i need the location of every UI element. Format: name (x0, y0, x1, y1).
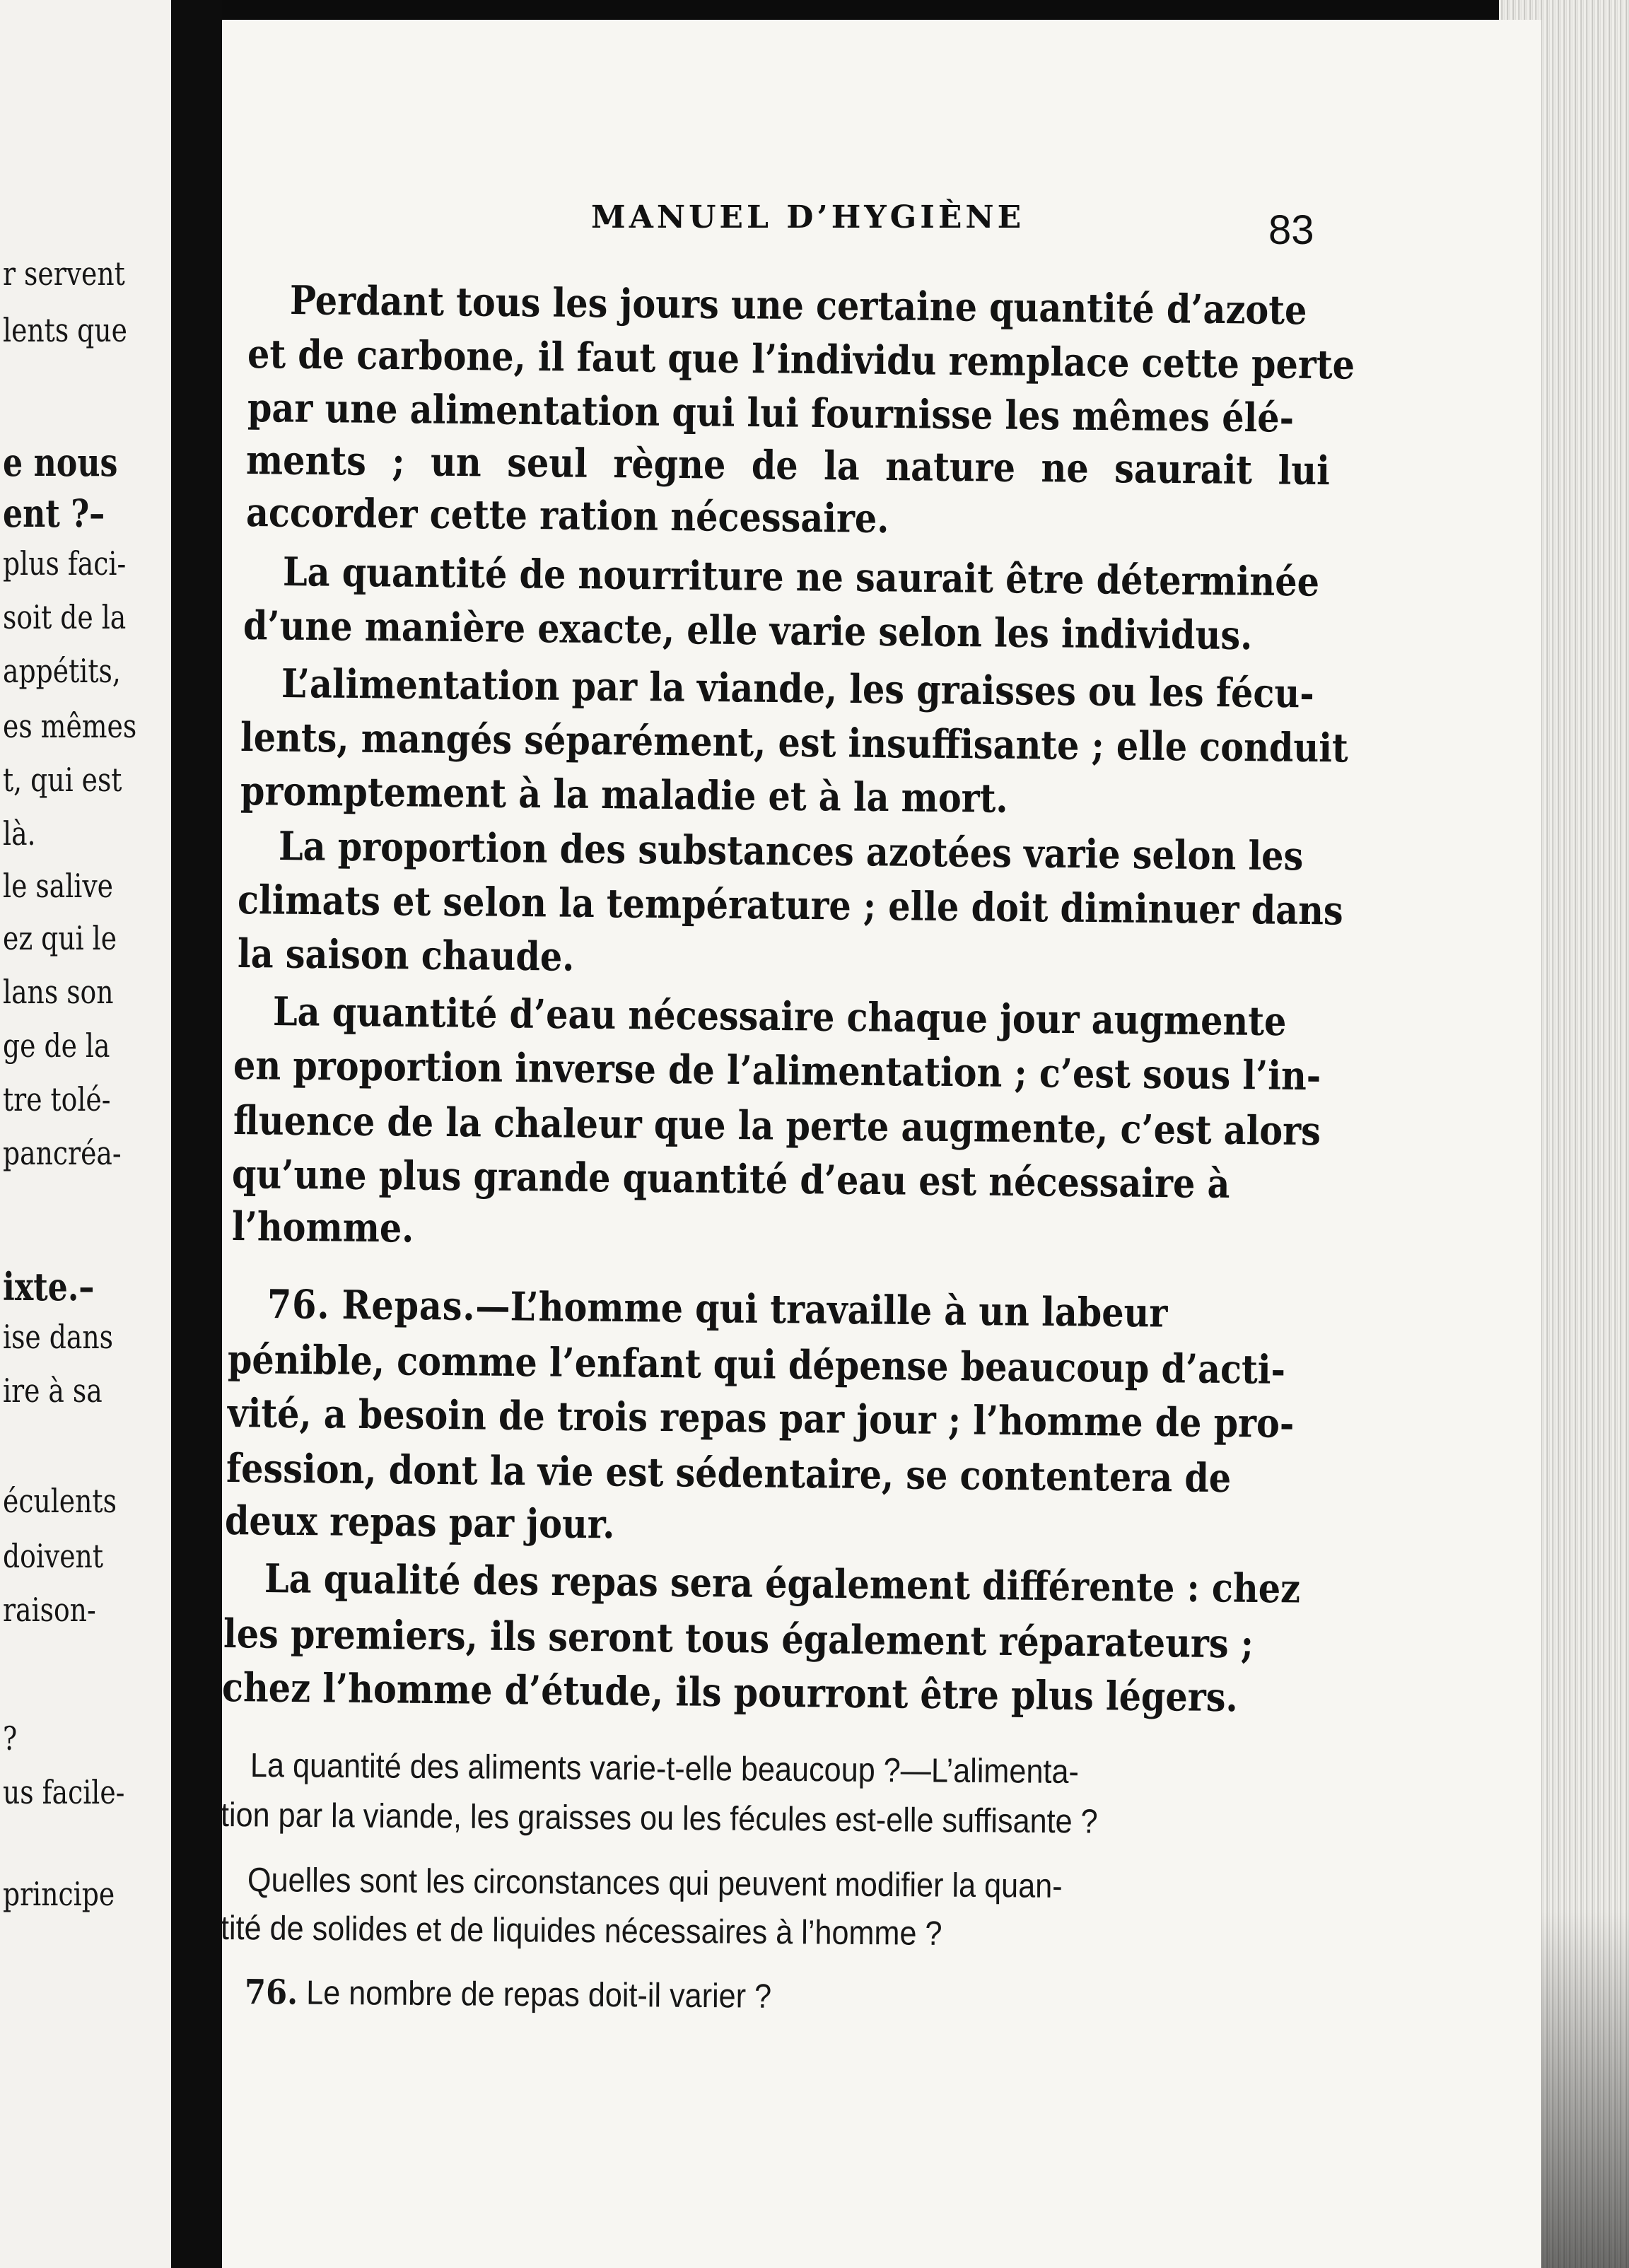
left-page-line: appétits, (3, 652, 121, 690)
body-line: Perdant tous les jours une certaine quantité d’azote (289, 277, 1307, 334)
left-page-line: ge de la (3, 1027, 110, 1065)
body-line: La qualité des repas sera également différente : chez (264, 1555, 1301, 1613)
question-line (245, 1972, 771, 2016)
left-page-line: ixte.– (3, 1264, 95, 1309)
page-number: 83 (1268, 207, 1314, 253)
question-line: tion par la viande, les graisses ou les fécules est-elle suffisante ? (220, 1796, 1098, 1841)
left-page-line: doivent (3, 1537, 104, 1575)
body-line: pénible, comme l’enfant qui dépense beaucoup d’acti- (227, 1336, 1286, 1393)
left-page-line: lans son (3, 973, 114, 1011)
page-edge-shadow (1527, 1909, 1629, 2268)
body-line: accorder cette ration nécessaire. (245, 489, 889, 543)
body-line: fession, dont la vie est sédentaire, se contentera de (226, 1445, 1232, 1502)
question-line: Quelles sont les circonstances qui peuvent modifier la quan- (247, 1861, 1063, 1905)
body-line: fluence de la chaleur que la perte augmente, c’est alors (233, 1097, 1321, 1155)
body-line: promptement à la maladie et à la mort. (240, 768, 1008, 822)
left-page-line: t, qui est (3, 761, 122, 799)
body-line: la saison chaude. (237, 930, 575, 981)
body-line: L’alimentation par la viande, les graisses ou les fécu- (281, 660, 1314, 718)
left-page-line: plus faci- (3, 544, 127, 583)
body-line: La proportion des substances azotées varie selon les (278, 823, 1304, 880)
left-page-line: es mêmes (3, 707, 137, 745)
body-line: ments ; un seul règne de la nature ne saurait lui (245, 437, 1331, 495)
body-line: qu’une plus grande quantité d’eau est nécessaire à (231, 1151, 1230, 1208)
body-line: lents, mangés séparément, est insuffisante ; elle conduit (240, 714, 1348, 772)
section-number: 76. (267, 1281, 330, 1328)
body-line: les premiers, ils seront tous également réparateurs ; (223, 1611, 1254, 1668)
section-heading-line (267, 1281, 1168, 1337)
body-line: La quantité d’eau nécessaire chaque jour augmente (272, 988, 1287, 1046)
left-page-line: e nous (3, 440, 118, 485)
body-line: en proportion inverse de l’alimentation ; c’est sous l’in- (233, 1042, 1321, 1100)
facing-page-fragment (0, 0, 171, 2268)
left-page-line: ent ?– (3, 491, 105, 536)
left-page-line: le salive (3, 867, 113, 905)
question-line: La quantité des aliments varie-t-elle beaucoup ?—L’alimenta- (250, 1747, 1080, 1791)
left-page-line: r servent (3, 255, 125, 293)
body-line: La quantité de nourriture ne saurait être déterminée (282, 549, 1320, 606)
running-header: MANUEL D’HYGIÈNE (591, 199, 1025, 235)
section-first-line: —L’homme qui travaille à un labeur (475, 1282, 1168, 1337)
question-text: Le nombre de repas doit-il varier ? (306, 1974, 772, 2016)
body-line: et de carbone, il faut que l’individu remplace cette perte (247, 331, 1355, 389)
left-page-line: us facile- (3, 1773, 125, 1811)
left-page-line: ire à sa (3, 1372, 103, 1410)
body-line: climats et selon la température ; elle doit diminuer dans (237, 877, 1343, 935)
body-line: vité, a besoin de trois repas par jour ; l’homme de pro- (227, 1390, 1295, 1447)
left-page-line: éculents (3, 1482, 117, 1520)
question-number: 76. (244, 1972, 298, 2013)
body-line: deux repas par jour. (224, 1497, 615, 1548)
section-title: Repas. (341, 1282, 476, 1330)
body-line: chez l’homme d’étude, ils pourront être plus légers. (221, 1664, 1238, 1722)
left-page-line: lents que (3, 311, 127, 349)
question-line: tité de solides et de liquides nécessaires à l’homme ? (220, 1910, 942, 1953)
left-page-line: tre tolé- (3, 1080, 111, 1118)
body-line: d’une manière exacte, elle varie selon les individus. (243, 602, 1253, 660)
left-page-line: pancréa- (3, 1134, 122, 1172)
left-page-line: là. (3, 814, 36, 853)
left-page-line: principe (3, 1875, 115, 1913)
body-line: par une alimentation qui lui fournisse les mêmes élé- (247, 385, 1295, 442)
body-line: l’homme. (231, 1203, 414, 1252)
book-gutter (171, 0, 222, 2268)
left-page-line: ? (3, 1719, 18, 1758)
left-page-line: raison- (3, 1591, 96, 1629)
left-page-line: ez qui le (3, 919, 117, 957)
left-page-line: soit de la (3, 598, 127, 636)
left-page-line: ise dans (3, 1318, 114, 1356)
